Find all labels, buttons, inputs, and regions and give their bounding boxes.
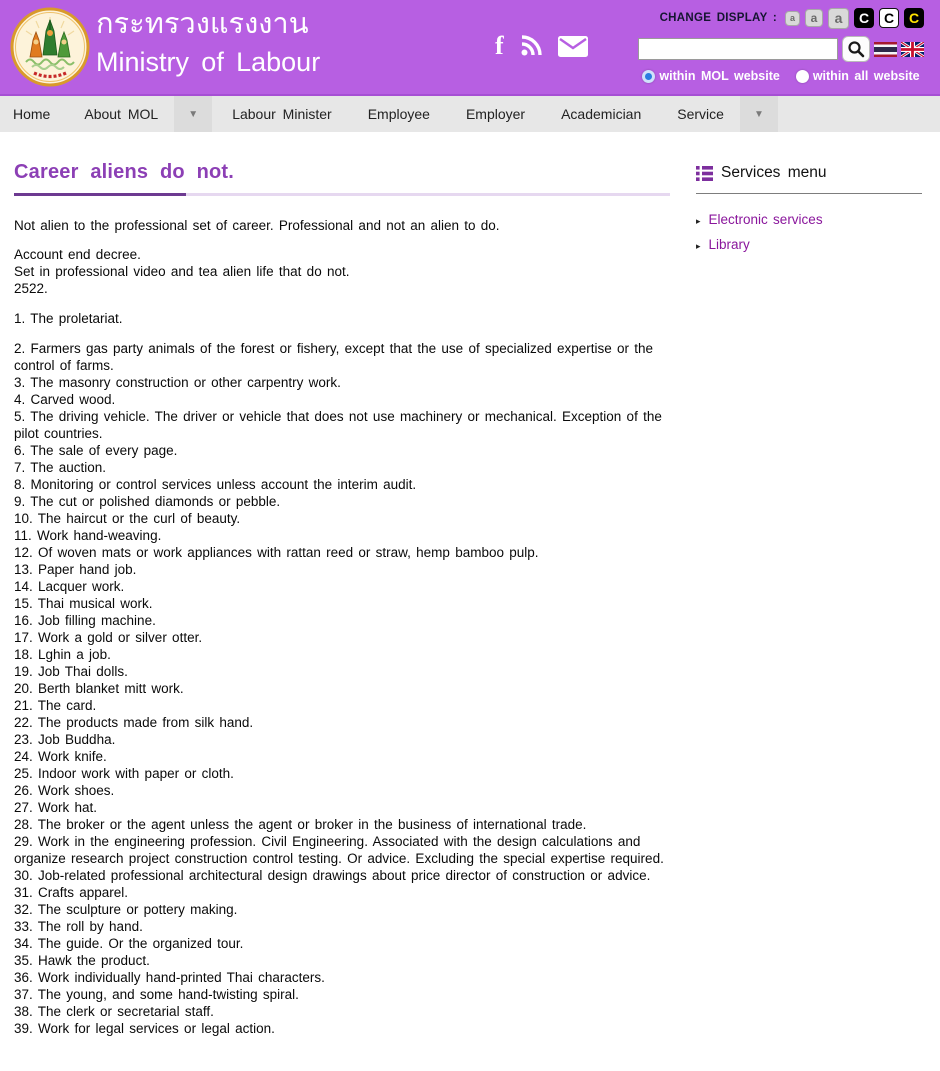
- list-item: 7. The auction.: [14, 460, 107, 475]
- list-item: 30. Job-related professional architectural design drawings about price director of construction or advice.: [14, 868, 651, 883]
- list-item: 23. Job Buddha.: [14, 732, 116, 747]
- list-menu-icon: [696, 166, 713, 181]
- list-item: 37. The young, and some hand-twisting spiral.: [14, 987, 299, 1002]
- list-item: 22. The products made from silk hand.: [14, 715, 254, 730]
- radio-within-all-unchecked[interactable]: [796, 70, 809, 83]
- radio-within-mol-checked[interactable]: [642, 70, 655, 83]
- list-item: 2. Farmers gas party animals of the forest or fishery, except that the use of specialized expertise or the control of farms.: [14, 341, 654, 373]
- email-icon[interactable]: [558, 36, 588, 57]
- list-item: 20. Berth blanket mitt work.: [14, 681, 184, 696]
- list-item: 27. Work hat.: [14, 800, 98, 815]
- services-menu-header: [696, 164, 922, 194]
- list-item: 9. The cut or polished diamonds or pebble.: [14, 494, 281, 509]
- list-item: 38. The clerk or secretarial staff.: [14, 1004, 214, 1019]
- link-marker-icon: ▸: [696, 241, 701, 251]
- site-titles: [96, 3, 320, 79]
- list-item: 34. The guide. Or the organized tour.: [14, 936, 244, 951]
- nav-academician[interactable]: Academician: [561, 106, 642, 122]
- list-item: 18. Lghin a job.: [14, 647, 111, 662]
- list-item: 31. Crafts apparel.: [14, 885, 129, 900]
- ministry-title-english: Ministry of Labour: [96, 47, 321, 77]
- thai-language-flag[interactable]: [874, 42, 897, 57]
- list-item: 21. The card.: [14, 698, 97, 713]
- nav-labour-minister[interactable]: Labour Minister: [232, 106, 332, 122]
- services-menu-item[interactable]: [696, 212, 922, 228]
- list-item: 29. Work in the engineering profession. Civil Engineering. Associated with the design calculations and organize research project construction control testing. Or advice. Excluding the special expertise required.: [14, 834, 664, 866]
- font-size-medium-button[interactable]: a: [805, 9, 823, 27]
- list-item: 26. Work shoes.: [14, 783, 115, 798]
- list-item: 39. Work for legal services or legal action.: [14, 1021, 275, 1036]
- decree-paragraph: [14, 246, 670, 297]
- list-item-1: 1. The proletariat.: [14, 311, 123, 326]
- list-item: 8. Monitoring or control services unless account the interim audit.: [14, 477, 417, 492]
- nav-home[interactable]: Home: [13, 106, 51, 122]
- scope-all-label: within all website: [812, 69, 920, 83]
- list-item: 12. Of woven mats or work appliances with rattan reed or straw, hemp bamboo pulp.: [14, 545, 539, 560]
- services-menu-link[interactable]: Library: [708, 237, 750, 252]
- services-menu-links: [696, 212, 922, 253]
- decree-line: Account end decree.: [14, 247, 141, 262]
- list-item: 16. Job filling machine.: [14, 613, 156, 628]
- change-display-bar: [638, 6, 924, 30]
- list-item: 14. Lacquer work.: [14, 579, 125, 594]
- list-item: 17. Work a gold or silver otter.: [14, 630, 203, 645]
- list-item: 32. The sculpture or pottery making.: [14, 902, 238, 917]
- scope-within-mol-website[interactable]: [642, 69, 779, 83]
- title-underline: [14, 193, 670, 196]
- list-item: 28. The broker or the agent unless the agent or broker in the business of international trade.: [14, 817, 587, 832]
- facebook-icon[interactable]: f: [495, 31, 504, 60]
- ministry-logo[interactable]: [10, 7, 90, 87]
- nav-service[interactable]: Service: [677, 106, 724, 122]
- ministry-emblem-icon: [10, 7, 90, 87]
- list-item: 19. Job Thai dolls.: [14, 664, 128, 679]
- list-item: 4. Carved wood.: [14, 392, 116, 407]
- list-item: 15. Thai musical work.: [14, 596, 153, 611]
- prohibited-careers-list: [14, 340, 670, 1037]
- social-links: [495, 33, 588, 59]
- header-controls: [638, 6, 924, 83]
- intro-paragraph: Not alien to the professional set of career. Professional and not an alien to do.: [14, 218, 500, 233]
- scope-mol-label: within MOL website: [659, 69, 780, 83]
- search-scope-options: [638, 69, 924, 83]
- services-menu-link[interactable]: Electronic services: [708, 212, 823, 227]
- list-item: 3. The masonry construction or other carpentry work.: [14, 375, 341, 390]
- list-item: 25. Indoor work with paper or cloth.: [14, 766, 234, 781]
- contrast-black-on-white-button[interactable]: C: [879, 8, 899, 28]
- page-title: Career aliens do not.: [14, 161, 235, 183]
- article-content: [14, 132, 670, 1037]
- list-item: 33. The roll by hand.: [14, 919, 143, 934]
- nav-about-mol[interactable]: About MOL: [84, 106, 159, 122]
- list-item: 13. Paper hand job.: [14, 562, 137, 577]
- link-marker-icon: ▸: [696, 216, 701, 226]
- list-item: 10. The haircut or the curl of beauty.: [14, 511, 241, 526]
- about-mol-dropdown-arrow-icon[interactable]: ▼: [174, 96, 212, 132]
- services-menu-title: Services menu: [721, 164, 827, 181]
- font-size-small-button[interactable]: a: [785, 11, 800, 26]
- list-item: 36. Work individually hand-printed Thai characters.: [14, 970, 325, 985]
- font-size-large-button[interactable]: a: [828, 8, 849, 29]
- decree-line: 2522.: [14, 281, 48, 296]
- site-header: [0, 0, 940, 96]
- magnifier-icon: [847, 40, 865, 58]
- services-menu-item[interactable]: [696, 237, 922, 253]
- nav-employer[interactable]: Employer: [465, 106, 526, 122]
- nav-employee[interactable]: Employee: [367, 106, 430, 122]
- page-body: [0, 132, 940, 1037]
- rss-icon[interactable]: [520, 35, 542, 57]
- decree-line: Set in professional video and tea alien life that do not.: [14, 264, 350, 279]
- search-button[interactable]: [842, 36, 870, 62]
- change-display-label: CHANGE DISPLAY :: [659, 12, 777, 24]
- main-nav: [0, 96, 940, 132]
- scope-within-all-website[interactable]: [796, 69, 920, 83]
- list-item: 6. The sale of every page.: [14, 443, 178, 458]
- service-dropdown-arrow-icon[interactable]: ▼: [740, 96, 778, 132]
- list-item: 11. Work hand-weaving.: [14, 528, 162, 543]
- list-item: 5. The driving vehicle. The driver or vehicle that does not use machinery or mechanical. Exception of the pilot countries.: [14, 409, 662, 441]
- contrast-white-on-black-button[interactable]: C: [854, 8, 874, 28]
- list-item: 24. Work knife.: [14, 749, 107, 764]
- search-input[interactable]: [638, 38, 838, 60]
- list-item: 35. Hawk the product.: [14, 953, 150, 968]
- ministry-title-thai: กระทรวงแรงงาน: [96, 8, 309, 40]
- contrast-yellow-on-black-button[interactable]: C: [904, 8, 924, 28]
- english-language-flag[interactable]: [901, 42, 924, 57]
- search-bar: [638, 35, 924, 63]
- services-sidebar: [696, 132, 922, 1037]
